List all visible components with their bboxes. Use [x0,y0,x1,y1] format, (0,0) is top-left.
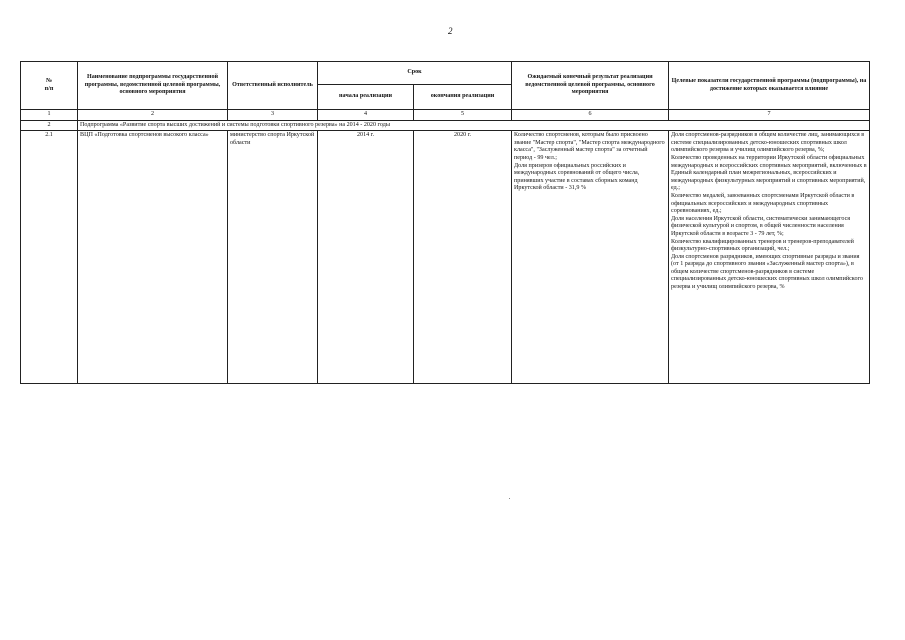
subprogram-row [21,120,870,131]
header-num: № п/п [21,62,78,110]
header-executor: Ответственный исполнитель [228,62,318,110]
indicator-line: Количество проведенных на территории Иркутской области официальных международных и всероссийских спортивных мероприятий, включенных в Единый календарный план межрегиональных, всероссийских и международных физкультурных мероприятий и спортивных мероприятий, ед.; [671,154,867,192]
header-name: Наименование подпрограммы государственной программы, ведомственной целевой программы, основного мероприятия [78,62,228,110]
row-name: ВЦП «Подготовка спортсменов высокого класса» [78,131,228,384]
program-table [20,61,870,384]
indicator-line: Доля спортсменов разрядников, имеющих спортивные разряды и звания (от 1 разряда до спортивного звания «Заслуженный мастер спорта»), в общем количестве спортсменов-разрядников в системе специализированных детско-юношеских спортивных школ олимпийского резерва и училищ олимпийского резерва, % [671,253,863,291]
header-indicators: Целевые показатели государственной программы (подпрограммы), на достижение которых оказывается влияние [669,62,870,110]
column-number: 3 [228,110,318,121]
indicator-line: Доля населения Иркутской области, систематически занимающегося физической культурой и спортом, в общей численности населения Иркутской области в возрасте 3 - 79 лет, %; [671,215,851,237]
column-number: 6 [512,110,669,121]
header-term-end: окончания реализации [414,85,512,110]
row-end: 2020 г. [414,131,512,384]
column-number: 5 [414,110,512,121]
column-number-row [21,110,870,121]
result-line: Доля призеров официальных российских и международных соревнований от общего числа, принявших участие в составах сборных команд Иркутской области - 31,9 % [514,162,640,192]
indicator-line: Количество медалей, завоеванных спортсменами Иркутской области в официальных всероссийских и международных спортивных соревнованиях, ед.; [671,192,855,215]
subprogram-title: Подпрограмма «Развитие спорта высших достижений и системы подготовки спортивного резерва» на 2014 - 2020 годы [78,120,870,131]
table-row [21,131,870,384]
row-start: 2014 г. [318,131,414,384]
column-number: 1 [21,110,78,121]
result-line: Количество спортсменов, которым было присвоено звание "Мастер спорта", "Мастер спорта международного класса", "Заслуженный мастер спорта" за отчетный период - 99 чел.; [514,132,665,161]
header-term: Срок [318,62,512,85]
row-indicators [669,131,870,384]
column-number: 4 [318,110,414,121]
column-number: 2 [78,110,228,121]
header-result: Ожидаемый конечный результат реализации ведомственной целевой программы, основного мероприятия [512,62,669,110]
row-num: 2.1 [21,131,78,384]
indicator-line: Доля спортсменов-разрядников в общем количестве лиц, занимающихся в системе специализированных детско-юношеских спортивных школ олимпийского резерва и училищ олимпийского резерва, %; [671,132,865,154]
header-term-start: начала реализации [318,85,414,110]
column-number: 7 [669,110,870,121]
indicator-line: Количество квалифицированных тренеров и тренеров-преподавателей физкультурно-спортивных организаций, чел.; [671,238,854,253]
subprogram-num: 2 [21,120,78,131]
page-number: 2 [448,26,453,36]
row-result [512,131,669,384]
row-executor: министерство спорта Иркутской области [228,131,318,384]
scan-speck [509,498,510,499]
